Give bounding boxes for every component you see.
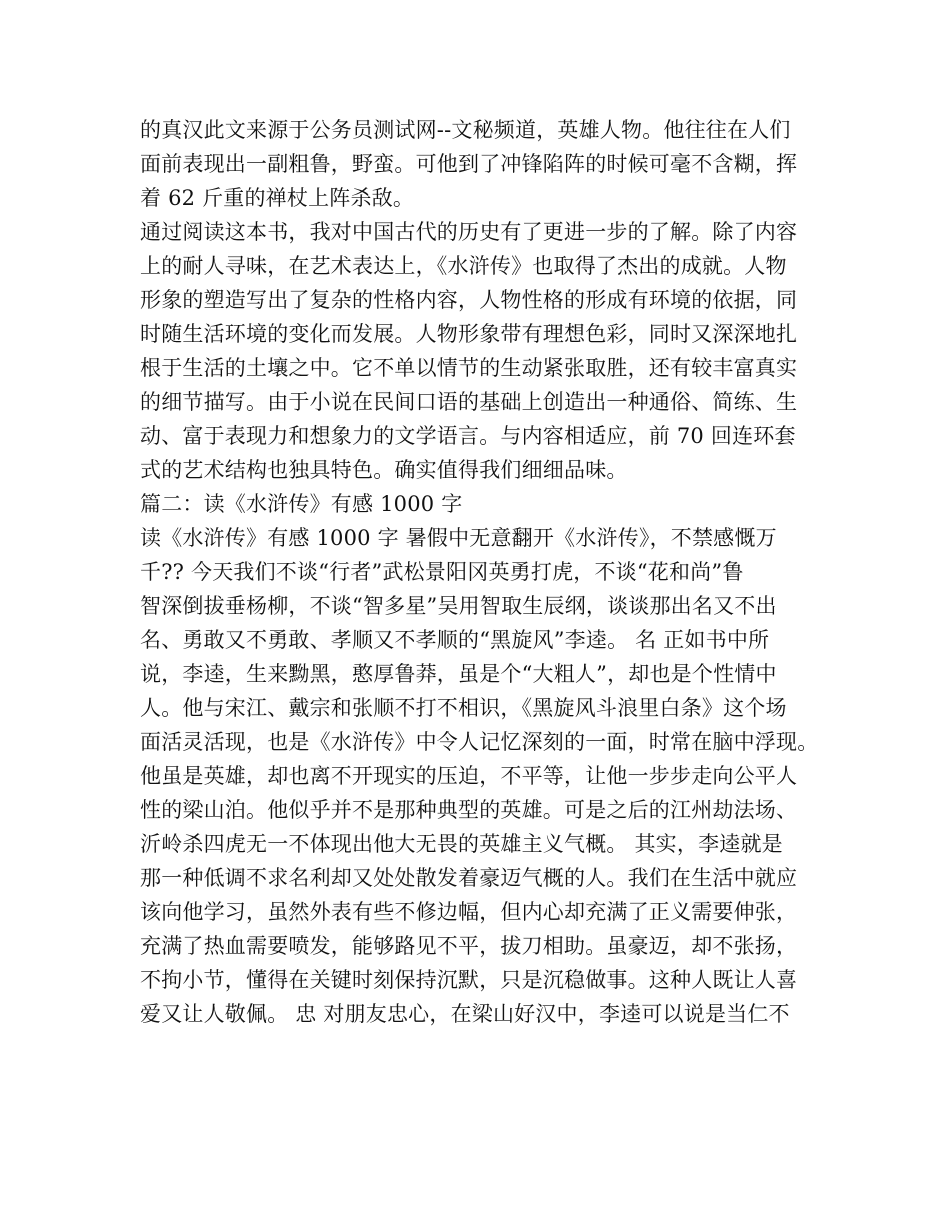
text-line: 千?? 今天我们不谈“行者”武松景阳冈英勇打虎，不谈“花和尚”鲁 (140, 560, 744, 584)
text-line: 面活灵活现，也是《水浒传》中令人记忆深刻的一面，时常在脑中浮现。 (140, 730, 819, 754)
text-line: 那一种低调不求名利却又处处散发着豪迈气概的人。我们在生活中就应 (140, 866, 798, 890)
text-line: 面前表现出一副粗鲁，野蛮。可他到了冲锋陷阵的时候可毫不含糊，挥 (140, 152, 798, 176)
section-heading: 篇二：读《水浒传》有感 1000 字 (140, 492, 463, 516)
text-line: 时随生活环境的变化而发展。人物形象带有理想色彩，同时又深深地扎 (140, 322, 798, 346)
text-line: 他虽是英雄，却也离不开现实的压迫，不平等，让他一步步走向公平人 (140, 764, 798, 788)
text-line: 的细节描写。由于小说在民间口语的基础上创造出一种通俗、简练、生 (140, 390, 798, 414)
text-line: 充满了热血需要喷发，能够路见不平，拔刀相助。虽豪迈，却不张扬， (140, 934, 798, 958)
text-line: 人。他与宋江、戴宗和张顺不打不相识，《黑旋风斗浪里白条》这个场 (140, 696, 787, 720)
text-line: 根于生活的土壤之中。它不单以情节的生动紧张取胜，还有较丰富真实 (140, 356, 798, 380)
text-line: 说，李逵，生来黝黑，憨厚鲁莽，虽是个“大粗人”，却也是个性情中 (140, 662, 777, 686)
text-line: 式的艺术结构也独具特色。确实值得我们细细品味。 (140, 458, 628, 482)
text-line: 上的耐人寻味，在艺术表达上，《水浒传》也取得了杰出的成就。人物 (140, 254, 787, 278)
text-line: 形象的塑造写出了复杂的性格内容，人物性格的形成有环境的依据，同 (140, 288, 798, 312)
text-line: 动、富于表现力和想象力的文学语言。与内容相适应，前 70 回连环套 (140, 424, 796, 448)
text-line: 名、勇敢又不勇敢、孝顺又不孝顺的“黑旋风”李逵。 名 正如书中所 (140, 628, 770, 652)
text-line: 爱又让人敬佩。 忠 对朋友忠心，在梁山好汉中，李逵可以说是当仁不 (140, 1002, 790, 1026)
text-line: 智深倒拔垂杨柳，不谈“智多星”吴用智取生辰纲，谈谈那出名又不出 (140, 594, 777, 618)
text-line: 沂岭杀四虎无一不体现出他大无畏的英雄主义气概。 其实，李逵就是 (140, 832, 783, 856)
text-line: 着 62 斤重的禅杖上阵杀敌。 (140, 186, 415, 210)
text-line: 的真汉此文来源于公务员测试网--文秘频道，英雄人物。他往往在人们 (140, 118, 791, 142)
document-body (140, 113, 830, 1031)
text-line: 读《水浒传》有感 1000 字 暑假中无意翻开《水浒传》，不禁感慨万 (140, 526, 777, 550)
text-line: 该向他学习，虽然外表有些不修边幅，但内心却充满了正义需要伸张， (140, 900, 798, 924)
text-line: 通过阅读这本书，我对中国古代的历史有了更进一步的了解。除了内容 (140, 220, 798, 244)
text-line: 性的梁山泊。他似乎并不是那种典型的英雄。可是之后的江州劫法场、 (140, 798, 798, 822)
text-line: 不拘小节，懂得在关键时刻保持沉默，只是沉稳做事。这种人既让人喜 (140, 968, 798, 992)
